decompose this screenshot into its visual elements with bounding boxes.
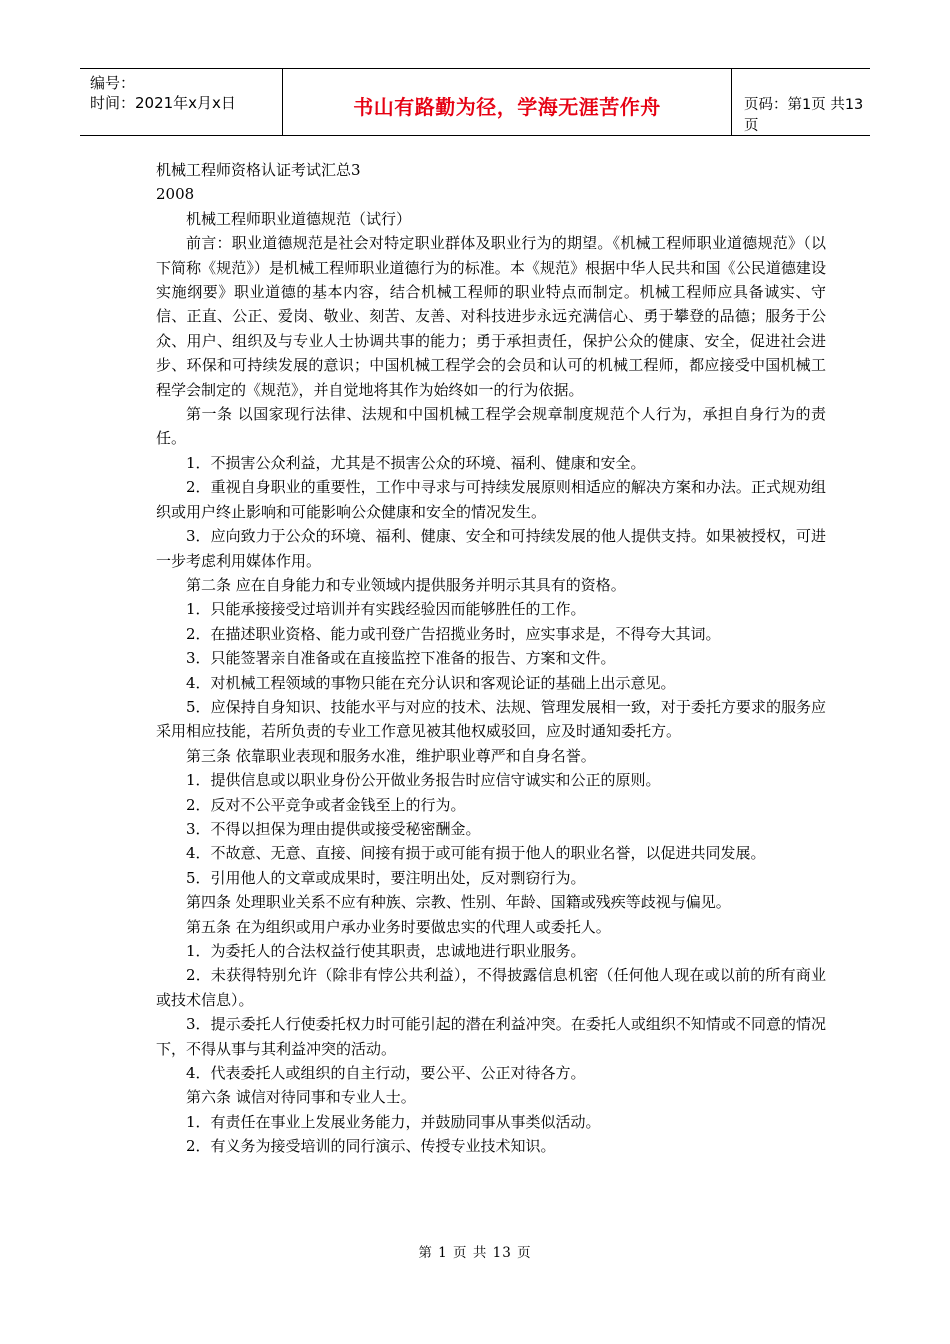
article-1: 第一条 以国家现行法律、法规和中国机械工程学会规章制度规范个人行为，承担自身行为的责任。 xyxy=(156,405,826,448)
header-page-info: 页码：第1页 共13页 xyxy=(744,97,864,134)
article-3: 第三条 依靠职业表现和服务水准，维护职业尊严和自身名誉。 xyxy=(186,746,596,765)
section-heading: 机械工程师职业道德规范（试行） xyxy=(186,209,412,228)
article-2-item-2: 2．在描述职业资格、能力或刊登广告招揽业务时，应实事求是，不得夸大其词。 xyxy=(186,624,721,643)
article-2-item-5: 5．应保持自身知识、技能水平与对应的技术、法规、管理发展相一致，对于委托方要求的服务应采用相应技能，若所负责的专业工作意见被其他权威驳回，应及时通知委托方。 xyxy=(156,697,826,741)
article-6-item-1: 1．有责任在事业上发展业务能力，并鼓励同事从事类似活动。 xyxy=(186,1112,601,1131)
article-3-item-5: 5．引用他人的文章或成果时，要注明出处，反对剽窃行为。 xyxy=(186,868,586,887)
header-left-cell xyxy=(80,69,281,135)
preface-paragraph: 前言：职业道德规范是社会对特定职业群体及职业行为的期望。《机械工程师职业道德规范》（以下简称《规范》）是机械工程师职业道德行为的标准。本《规范》根据中华人民共和国《公民道德建设实施纲要》职业道德的基本内容，结合机械工程师的职业特点而制定。机械工程师应具备诚实、守信、正直、公正、爱岗、敬业、刻苦、友善、对科技进步永远充满信心、勇于攀登的品德；服务于公众、用户、组织及与专业人士协调共事的能力；勇于承担责任，保护公众的健康、安全，促进社会进步、环保和可持续发展的意识；中国机械工程学会的会员和认可的机械工程师，都应接受中国机械工程学会制定的《规范》，并自觉地将其作为始终如一的行为依据。 xyxy=(156,234,826,399)
document-date-label: 时间：2021年x月x日 xyxy=(90,94,236,112)
article-5-item-4: 4．代表委托人或组织的自主行动，要公平、公正对待各方。 xyxy=(186,1064,586,1083)
article-3-item-2: 2．反对不公平竞争或者金钱至上的行为。 xyxy=(186,795,466,814)
page-header xyxy=(80,68,870,136)
article-5-item-3: 3．提示委托人行使委托权力时可能引起的潜在利益冲突。在委托人或组织不知情或不同意的情况下，不得从事与其利益冲突的活动。 xyxy=(156,1015,826,1058)
document-body xyxy=(156,158,826,1159)
article-3-item-4: 4．不故意、无意、直接、间接有损于或可能有损于他人的职业名誉，以促进共同发展。 xyxy=(186,844,766,863)
article-2-item-3: 3．只能签署亲自准备或在直接监控下准备的报告、方案和文件。 xyxy=(186,649,616,668)
article-6-item-2: 2．有义务为接受培训的同行演示、传授专业技术知识。 xyxy=(186,1137,556,1156)
document-title: 机械工程师资格认证考试汇总3 xyxy=(156,161,361,179)
article-1-item-2: 2．重视自身职业的重要性，工作中寻求与可持续发展原则相适应的解决方案和办法。正式规劝组织或用户终止影响和可能影响公众健康和安全的情况发生。 xyxy=(156,478,826,521)
header-motto: 书山有路勤为径，学海无涯苦作舟 xyxy=(353,95,661,119)
article-5-item-2: 2．未获得特别允许（除非有悖公共利益），不得披露信息机密（任何他人现在或以前的所有商业或技术信息）。 xyxy=(156,966,826,1009)
article-5: 第五条 在为组织或用户承办业务时要做忠实的代理人或委托人。 xyxy=(186,917,611,936)
article-2-item-1: 1．只能承接接受过培训并有实践经验因而能够胜任的工作。 xyxy=(186,600,586,619)
article-1-item-1: 1．不损害公众利益，尤其是不损害公众的环境、福利、健康和安全。 xyxy=(186,453,646,472)
document-year: 2008 xyxy=(156,185,195,204)
document-number-label: 编号： xyxy=(90,74,136,92)
article-4: 第四条 处理职业关系不应有种族、宗教、性别、年龄、国籍或残疾等歧视与偏见。 xyxy=(186,893,731,912)
article-3-item-1: 1．提供信息或以职业身份公开做业务报告时应信守诚实和公正的原则。 xyxy=(186,771,661,790)
header-motto-cell xyxy=(282,69,732,135)
article-2-item-4: 4．对机械工程领域的事物只能在充分认识和客观论证的基础上出示意见。 xyxy=(186,673,676,692)
article-6: 第六条 诚信对待同事和专业人士。 xyxy=(186,1088,416,1107)
article-3-item-3: 3．不得以担保为理由提供或接受秘密酬金。 xyxy=(186,819,481,838)
article-1-item-3: 3．应向致力于公众的环境、福利、健康、安全和可持续发展的他人提供支持。如果被授权，可进一步考虑利用媒体作用。 xyxy=(156,527,826,570)
article-2: 第二条 应在自身能力和专业领域内提供服务并明示其具有的资格。 xyxy=(186,575,626,594)
article-5-item-1: 1．为委托人的合法权益行使其职责，忠诚地进行职业服务。 xyxy=(186,942,586,960)
page-footer: 第 1 页 共 13 页 xyxy=(418,1245,532,1261)
